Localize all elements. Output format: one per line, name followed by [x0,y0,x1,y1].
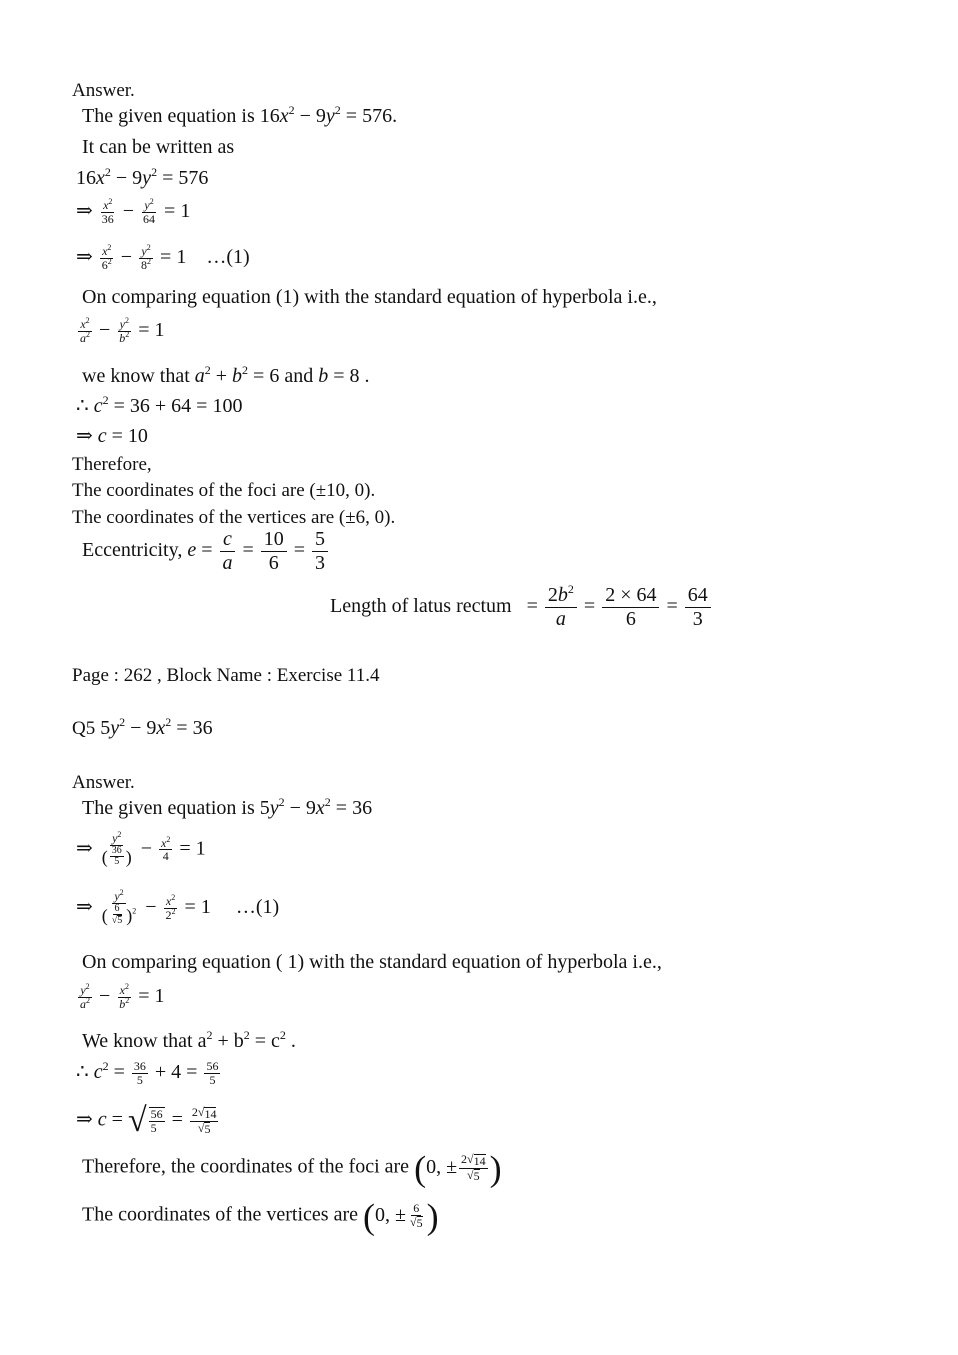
step-1: ⇒ $\frac{x^2}{36}$ − $\frac{y^2}{64}$ = 1 [76,197,191,226]
eccentricity-label: Eccentricity, [82,539,183,562]
c-squared: ∴ $c^2 = 36 + 64 = 100$ [76,393,243,417]
vertices-line-2 [82,1198,439,1234]
therefore-text: Therefore, [72,454,152,475]
equation-line-1: $16x^2 - 9y^2 = 576$ [76,165,209,189]
foci-prefix-2: Therefore, the coordinates of the foci are [82,1155,410,1178]
step-2-q5: ⇒ $y^2$ ( $\frac{6}{√5}$ )$^2$ − $\frac{x^2}{2^2}$ = 1 …(1) [76,888,280,927]
vertices-text: The coordinates of the vertices are (±6, 0). [72,507,396,528]
given-equation-line [82,104,397,128]
c-value-2: ⇒ c = √ $\frac{56}{5}$ = $\frac{2√14}{√5}$ [76,1102,217,1139]
foci-line-2 [82,1150,502,1186]
answer-label: Answer. [72,80,135,101]
answer-label-2: Answer. [72,772,135,793]
given-prefix: The given equation is [82,105,255,127]
page-info: Page : 262 , Block Name : Exercise 11.4 [72,665,380,686]
we-know-line: we know that $a^2 + b^2 = 6$ and b = 8 . [82,363,370,387]
given-equation-line-2 [82,796,372,820]
written-as-text: It can be written as [82,136,235,158]
eccentricity-line [82,528,330,575]
latus-label: Length of latus rectum [330,595,512,618]
step-1-q5: ⇒ $y^2$ ( $\frac{36}{5}$ ) − $\frac{x^2}{4}$ = 1 [76,830,206,868]
latus-formula: = $\frac{2b^2}{a}$ = $\frac{2 \times 64}{6}$ = $\frac{64}{3}$ [527,595,713,617]
given-prefix-2: The given equation is [82,797,255,819]
question-label: Q5 [72,718,96,739]
foci-text: The coordinates of the foci are (±10, 0). [72,480,376,501]
foci-value-2: (0, ± $\frac{2√14}{√5}$ ) [414,1148,502,1188]
standard-equation-2: $\frac{y^2}{a^2}$ − $\frac{x^2}{b^2}$ = 1 [80,982,165,1011]
latus-rectum-line [330,584,713,631]
step-2: ⇒ $\frac{x^2}{6^2}$ − $\frac{y^2}{8^2}$ = 1 …(1) [76,243,250,272]
vertices-value-2: (0, ± $\frac{6}{√5}$ ) [362,1196,439,1236]
standard-equation: $\frac{x^2}{a^2}$ − $\frac{y^2}{b^2}$ = 1 [80,316,165,345]
given-equation-2: $5y^2 - 9x^2 = 36$ [259,795,373,819]
given-equation: $16x^2 - 9y^2 = 576$. [259,103,398,127]
vertices-prefix-2: The coordinates of the vertices are [82,1203,358,1226]
we-know-line-2: We know that $a^2 + b^2 = c^2$ . [82,1028,296,1052]
comparing-text: On comparing equation (1) with the standard equation of hyperbola i.e., [82,286,657,308]
question-line [72,716,213,741]
eccentricity-formula: e = $\frac{c}{a}$ = $\frac{10}{6}$ = $\frac{5}{3}$ [187,539,330,561]
c-value: ⇒ c = 10 [76,425,148,447]
comparing-text-2: On comparing equation ( 1) with the standard equation of hyperbola i.e., [82,951,662,973]
question-equation: $5y^2 - 9x^2 = 36$ [100,715,213,739]
c-squared-2: ∴ $c^2$ = $\frac{36}{5}$ + 4 = $\frac{56}{5}$ [76,1059,219,1087]
